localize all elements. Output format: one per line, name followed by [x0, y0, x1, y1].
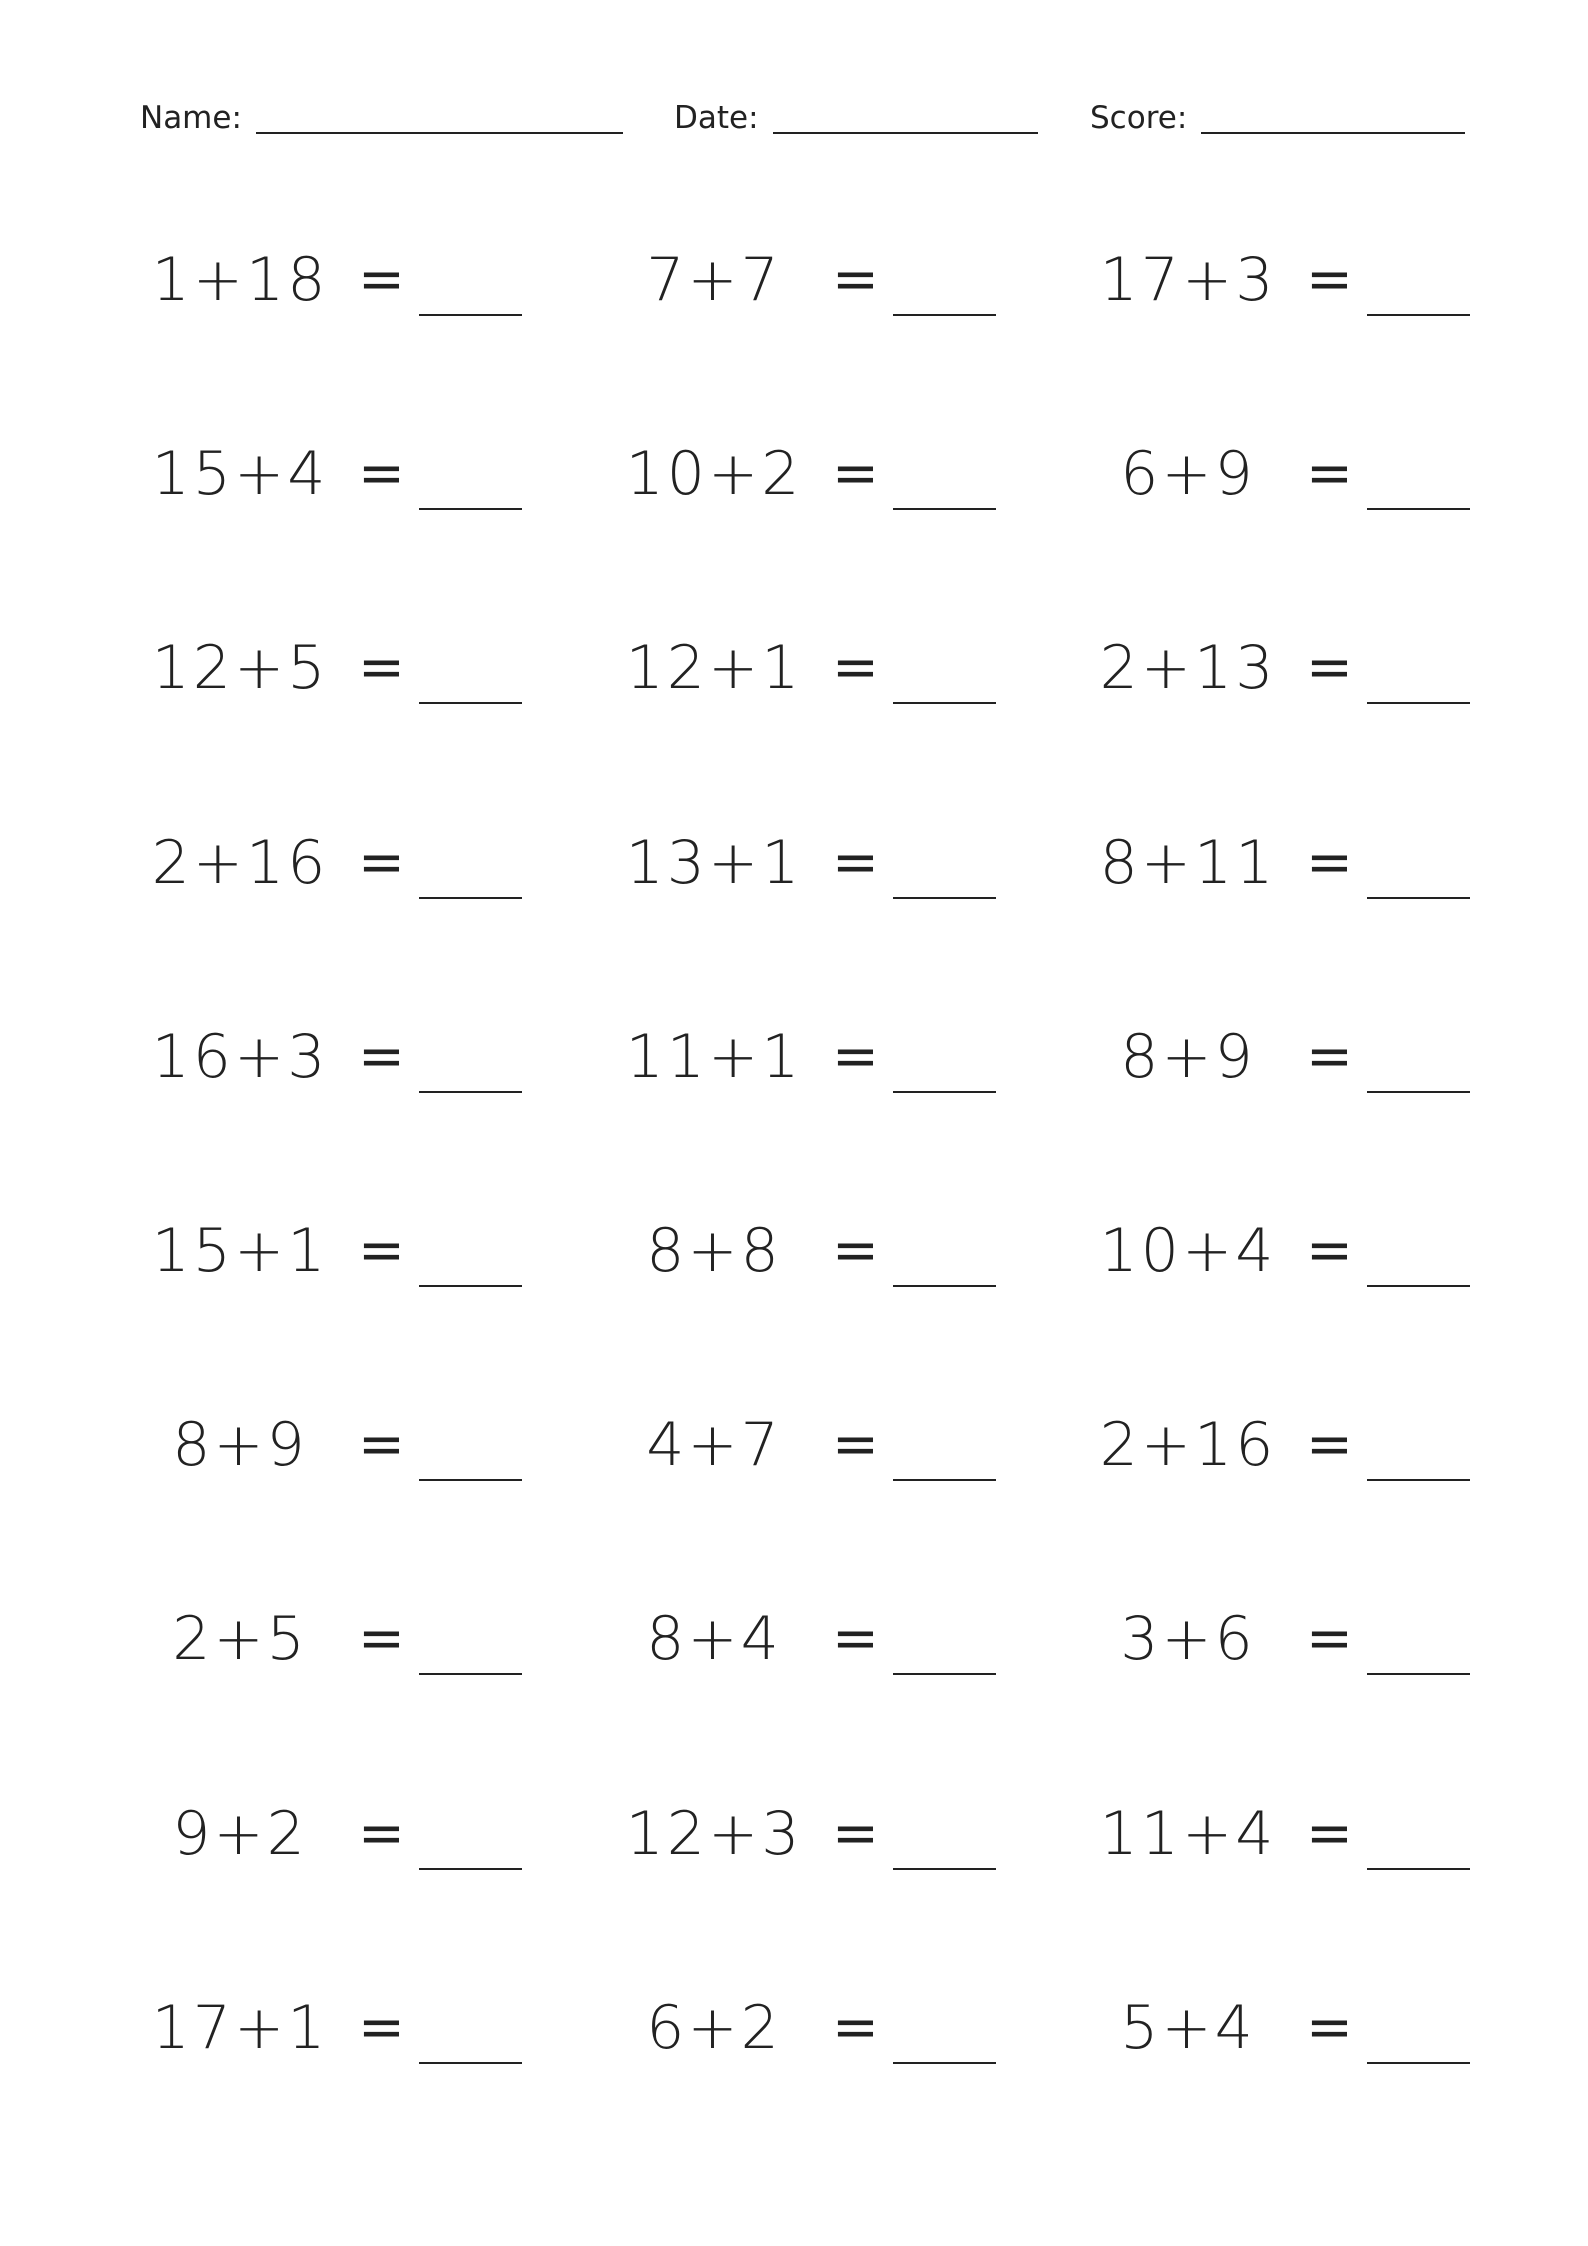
- equals-sign: =: [1306, 1994, 1353, 2060]
- equals-sign: =: [1306, 829, 1353, 895]
- problem-expression: 4+7: [646, 1410, 782, 1481]
- equals-sign: =: [1306, 247, 1353, 312]
- equals-sign: =: [358, 1412, 405, 1478]
- problem-row: [0, 424, 1588, 618]
- answer-blank[interactable]: [1367, 314, 1470, 316]
- equals-sign: =: [832, 1606, 879, 1672]
- problem-expression: 13+1: [625, 827, 803, 898]
- answer-blank[interactable]: [893, 508, 996, 510]
- problem-expression: 2+5: [172, 1604, 308, 1675]
- answer-blank[interactable]: [1367, 508, 1470, 510]
- equals-sign: =: [832, 635, 879, 701]
- answer-blank[interactable]: [419, 897, 522, 899]
- equals-sign: =: [832, 247, 879, 312]
- equals-sign: =: [1306, 1800, 1353, 1866]
- problem: [140, 1784, 600, 1884]
- equals-sign: =: [358, 829, 405, 895]
- equals-sign: =: [358, 441, 405, 507]
- equals-sign: =: [1306, 635, 1353, 701]
- date-label: Date:: [674, 100, 759, 136]
- problem: [140, 1978, 600, 2078]
- answer-blank[interactable]: [893, 1673, 996, 1675]
- problem-row: [0, 1007, 1588, 1201]
- problem-expression: 2+13: [1099, 633, 1277, 704]
- equals-sign: =: [832, 441, 879, 507]
- problem: [140, 230, 600, 330]
- equals-sign: =: [1306, 1412, 1353, 1478]
- problem-expression: 6+9: [1120, 439, 1256, 510]
- problem-row: [0, 230, 1588, 424]
- problem-expression: 12+5: [151, 633, 329, 704]
- answer-blank[interactable]: [1367, 1479, 1470, 1481]
- date-line[interactable]: [773, 132, 1038, 134]
- equals-sign: =: [1306, 1606, 1353, 1672]
- name-line[interactable]: [256, 132, 623, 134]
- answer-blank[interactable]: [419, 2062, 522, 2064]
- problem-expression: 8+11: [1099, 827, 1277, 898]
- problem: [140, 1589, 600, 1689]
- answer-blank[interactable]: [1367, 2062, 1470, 2064]
- answer-blank[interactable]: [893, 702, 996, 704]
- answer-blank[interactable]: [419, 1479, 522, 1481]
- problem-grid: [0, 230, 1588, 2172]
- equals-sign: =: [832, 1217, 879, 1283]
- answer-blank[interactable]: [893, 1479, 996, 1481]
- problem-expression: 8+9: [1120, 1021, 1256, 1092]
- problem-expression: 1+18: [151, 245, 329, 315]
- problem: [1088, 1007, 1548, 1107]
- problem: [614, 1589, 1074, 1689]
- problem-expression: 11+4: [1099, 1798, 1277, 1869]
- equals-sign: =: [358, 1606, 405, 1672]
- problem-expression: 6+2: [646, 1992, 782, 2063]
- equals-sign: =: [358, 1217, 405, 1283]
- problem: [614, 1395, 1074, 1495]
- name-field[interactable]: [140, 98, 623, 138]
- problem: [140, 424, 600, 524]
- problem-expression: 5+4: [1120, 1992, 1256, 2063]
- problem-expression: 8+8: [646, 1215, 782, 1286]
- answer-blank[interactable]: [1367, 1285, 1470, 1287]
- answer-blank[interactable]: [1367, 1868, 1470, 1870]
- answer-blank[interactable]: [419, 508, 522, 510]
- equals-sign: =: [358, 1994, 405, 2060]
- problem: [1088, 1784, 1548, 1884]
- problem-expression: 8+9: [172, 1410, 308, 1481]
- problem-row: [0, 1589, 1588, 1783]
- problem-row: [0, 813, 1588, 1007]
- equals-sign: =: [832, 1023, 879, 1089]
- problem-expression: 17+1: [151, 1992, 329, 2063]
- problem: [1088, 1978, 1548, 2078]
- answer-blank[interactable]: [419, 1091, 522, 1093]
- problem: [614, 813, 1074, 913]
- answer-blank[interactable]: [893, 314, 996, 316]
- problem: [140, 618, 600, 718]
- score-line[interactable]: [1201, 132, 1465, 134]
- problem: [140, 813, 600, 913]
- problem-row: [0, 1395, 1588, 1589]
- problem: [614, 424, 1074, 524]
- equals-sign: =: [358, 635, 405, 701]
- date-field[interactable]: [674, 98, 1038, 138]
- problem: [140, 1201, 600, 1301]
- name-label: Name:: [140, 100, 242, 136]
- answer-blank[interactable]: [893, 1868, 996, 1870]
- score-field[interactable]: [1090, 98, 1465, 138]
- problem-expression: 2+16: [1099, 1410, 1277, 1481]
- answer-blank[interactable]: [1367, 1673, 1470, 1675]
- answer-blank[interactable]: [419, 702, 522, 704]
- answer-blank[interactable]: [893, 897, 996, 899]
- problem-row: [0, 1978, 1588, 2172]
- problem: [1088, 813, 1548, 913]
- problem-expression: 11+1: [625, 1021, 803, 1092]
- problem: [1088, 618, 1548, 718]
- problem-row: [0, 1784, 1588, 1978]
- problem: [614, 1201, 1074, 1301]
- problem-expression: 10+2: [625, 439, 803, 510]
- problem-expression: 2+16: [151, 827, 329, 898]
- problem-expression: 12+3: [625, 1798, 803, 1869]
- problem: [614, 618, 1074, 718]
- equals-sign: =: [1306, 1023, 1353, 1089]
- answer-blank[interactable]: [1367, 702, 1470, 704]
- problem: [1088, 1395, 1548, 1495]
- problem-row: [0, 1201, 1588, 1395]
- problem-expression: 7+7: [646, 245, 782, 315]
- equals-sign: =: [358, 1023, 405, 1089]
- answer-blank[interactable]: [893, 2062, 996, 2064]
- answer-blank[interactable]: [1367, 1091, 1470, 1093]
- problem-expression: 15+1: [151, 1215, 329, 1286]
- equals-sign: =: [1306, 1217, 1353, 1283]
- problem: [614, 1784, 1074, 1884]
- answer-blank[interactable]: [893, 1285, 996, 1287]
- problem-expression: 16+3: [151, 1021, 329, 1092]
- equals-sign: =: [832, 829, 879, 895]
- problem: [1088, 424, 1548, 524]
- problem: [1088, 230, 1548, 330]
- problem-expression: 9+2: [172, 1798, 308, 1869]
- problem: [614, 230, 1074, 330]
- problem-expression: 17+3: [1099, 245, 1277, 315]
- equals-sign: =: [832, 1994, 879, 2060]
- answer-blank[interactable]: [1367, 897, 1470, 899]
- equals-sign: =: [358, 1800, 405, 1866]
- problem: [614, 1007, 1074, 1107]
- problem: [1088, 1201, 1548, 1301]
- problem: [140, 1395, 600, 1495]
- equals-sign: =: [1306, 441, 1353, 507]
- problem-expression: 10+4: [1099, 1215, 1277, 1286]
- equals-sign: =: [358, 247, 405, 312]
- problem: [614, 1978, 1074, 2078]
- answer-blank[interactable]: [419, 314, 522, 316]
- worksheet-header: [0, 98, 1588, 138]
- answer-blank[interactable]: [419, 1868, 522, 1870]
- answer-blank[interactable]: [419, 1673, 522, 1675]
- problem: [1088, 1589, 1548, 1689]
- problem-row: [0, 618, 1588, 812]
- equals-sign: =: [832, 1412, 879, 1478]
- problem-expression: 8+4: [646, 1604, 782, 1675]
- answer-blank[interactable]: [893, 1091, 996, 1093]
- problem-expression: 3+6: [1120, 1604, 1256, 1675]
- equals-sign: =: [832, 1800, 879, 1866]
- answer-blank[interactable]: [419, 1285, 522, 1287]
- problem-expression: 15+4: [151, 439, 329, 510]
- problem: [140, 1007, 600, 1107]
- score-label: Score:: [1090, 100, 1188, 136]
- problem-expression: 12+1: [625, 633, 803, 704]
